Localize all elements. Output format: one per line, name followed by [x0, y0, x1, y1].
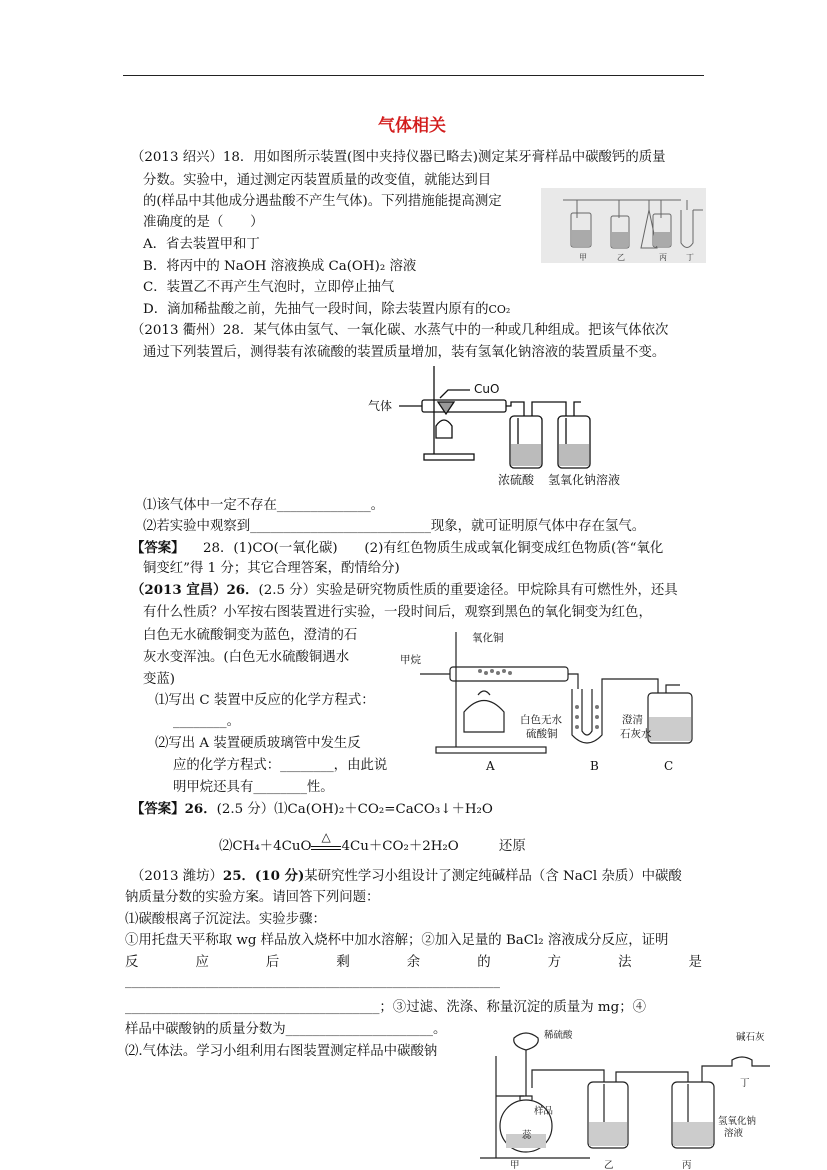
q4-figure-label-ding: 丁	[740, 1078, 750, 1089]
q4-line3: ⑴碳酸根离子沉淀法。实验步骤：	[125, 912, 326, 927]
q1-line2: 分数。实验中，通过测定丙装置质量的改变值，就能达到目	[143, 173, 492, 188]
q3-apparatus-drawing	[400, 627, 705, 775]
q3-line2: 有什么性质？小军按右图装置进行实验，一段时间后，观察到黑色的氧化铜变为红色，	[143, 605, 652, 620]
q3-figure-label-cuso4-1: 白色无水	[520, 714, 562, 726]
q4-line4: ①用托盘天平称取 wg 样品放入烧杯中加水溶解；②加入足量的 BaCl₂ 溶液成分反应，证明	[125, 933, 669, 948]
q1-figure-label-jia: 甲	[579, 253, 587, 262]
q2-apparatus-drawing	[366, 362, 636, 490]
q2-sub2: ⑵若实验中观察到___________________________现象，就可证明原气体中存在氢气。	[143, 519, 646, 534]
q1-line3: 的(样品中其他成分遇盐酸不产生气体)。下列措施能提高测定	[143, 194, 502, 209]
q4-apparatus-figure	[470, 1026, 780, 1170]
q3-figure-label-cuo: 氧化铜	[472, 632, 504, 644]
q2-answer-tag: 【答案】	[131, 540, 185, 556]
q3-line4: 灰水变浑浊。(白色无水硫酸铜遇水	[143, 650, 350, 665]
q3-line1-text: (2.5 分）实验是研究物质性质的重要途径。甲烷除具有可燃性外，还具	[258, 583, 678, 598]
q4-line5-word: 反	[125, 955, 139, 970]
q4-line5-word: 方	[547, 955, 562, 970]
q4-line1-text: 某研究性学习小组设计了测定纯碱样品（含 NaCl 杂质）中碳酸	[304, 869, 682, 884]
q4-figure-label-yi: 乙	[604, 1160, 614, 1170]
q4-tag-num: 25．(10 分)	[222, 868, 305, 884]
q2-figure-label-gas: 气体	[368, 399, 393, 413]
q3-answer-eq-arrow	[311, 830, 341, 850]
q4-apparatus-drawing	[470, 1026, 780, 1170]
q3-answer-eq-right: 4Cu＋CO₂＋2H₂O 还原	[341, 839, 526, 854]
q4-line5-word: 法	[618, 955, 632, 970]
q2-apparatus-figure	[366, 362, 636, 490]
q4-line7: ______________________________________；③过滤、洗涤、称量沉淀的质量为 mg；④	[125, 1000, 646, 1015]
q2-figure-label-h2so4: 浓硫酸	[498, 473, 535, 487]
q1-line1: （2013 绍兴）18．用如图所示装置(图中夹持仪器已略去)测定某牙膏样品中碳酸钙的质量	[131, 150, 666, 165]
q4-figure-label-jia: 甲	[510, 1160, 520, 1170]
q3-answer-text: (2.5 分）⑴Ca(OH)₂＋CO₂=CaCO₃↓＋H₂O	[216, 802, 493, 817]
q4-line5-word: 的	[477, 955, 491, 970]
q3-sub2a: ⑵写出 A 装置硬质玻璃管中发生反	[155, 736, 361, 751]
q3-line5: 变蓝)	[143, 672, 176, 687]
q3-line1	[131, 579, 678, 598]
q2-figure-label-cuo: CuO	[474, 382, 500, 396]
q3-answer-line2	[219, 830, 526, 854]
q4-figure-label-naoh-2: 溶液	[724, 1128, 744, 1139]
q3-sub1a: ⑴写出 C 装置中反应的化学方程式：	[155, 693, 375, 708]
q4-line5	[125, 951, 702, 970]
q4-line5-word: 余	[406, 955, 421, 970]
q3-sub1b: ________。	[173, 714, 240, 729]
q3-figure-label-cuso4-2: 硫酸铜	[526, 728, 558, 740]
q3-figure-label-lime-2: 石灰水	[620, 728, 652, 740]
q4-tag: （2013 潍坊）	[131, 869, 223, 884]
q3-answer-eq-left: ⑵CH₄＋4CuO	[219, 839, 312, 854]
q2-figure-label-naoh: 氢氧化钠溶液	[548, 473, 621, 487]
q3-figure-label-c: C	[664, 759, 674, 773]
q1-figure-label-yi: 乙	[617, 253, 625, 262]
q3-figure-label-a: A	[486, 759, 495, 773]
q2-answer-line2: 铜变红”得 1 分；其它合理答案，酌情给分)	[143, 561, 400, 576]
q4-figure-label-naoh-1: 氢氧化钠	[718, 1116, 757, 1127]
q1-option-d	[143, 298, 510, 317]
q4-line5-word: 应	[195, 955, 209, 970]
q1-apparatus-drawing	[541, 188, 706, 263]
q4-line6-blank: ________________________________________________________	[125, 974, 500, 989]
q1-option-d-text: D．滴加稀盐酸之前，先抽气一段时间，除去装置内原有的	[143, 302, 489, 317]
q1-line4: 准确度的是（ ）	[143, 215, 264, 230]
q3-tag: （2013 宜昌）26．	[131, 582, 259, 598]
q3-answer-line1	[131, 798, 493, 817]
q4-line8: 样品中碳酸钠的质量分数为______________________。	[125, 1022, 447, 1037]
q4-figure-label-bing: 丙	[682, 1160, 692, 1170]
q1-apparatus-figure	[541, 188, 706, 263]
q3-figure-label-methane: 甲烷	[400, 654, 421, 666]
header-rule	[123, 75, 704, 76]
q2-answer-line1: 28．(1)CO(一氧化碳) (2)有红色物质生成或氧化铜变成红色物质(答“氧化	[203, 541, 664, 556]
q3-figure-label-b: B	[590, 759, 599, 773]
q3-answer-num: 26．	[184, 801, 217, 817]
q4-line5-word: 是	[688, 955, 702, 970]
q3-answer-eq-condition: △	[321, 830, 331, 844]
q1-figure-label-ding: 丁	[686, 253, 694, 262]
q2-line1: （2013 衢州）28．某气体由氢气、一氧化碳、水蒸气中的一种或几种组成。把该气体依次	[131, 323, 669, 338]
q4-line1	[131, 865, 682, 884]
q3-line3: 白色无水硫酸铜变为蓝色，澄清的石	[143, 628, 358, 643]
q1-option-b: B．将丙中的 NaOH 溶液换成 Ca(OH)₂ 溶液	[143, 259, 417, 274]
page-title: 气体相关	[378, 116, 446, 136]
q4-line2: 钠质量分数的实验方案。请回答下列问题：	[125, 890, 380, 905]
q3-apparatus-figure	[400, 627, 705, 775]
q4-figure-label-lime: 碱石灰	[736, 1032, 765, 1043]
q2-line2: 通过下列装置后，测得装有浓硫酸的装置质量增加，装有氢氧化钠溶液的装置质量不变。	[143, 345, 666, 360]
q4-line9: ⑵.气体法。学习小组利用右图装置测定样品中碳酸钠	[125, 1044, 438, 1059]
q1-option-d-chem: CO₂	[488, 303, 511, 316]
q1-option-a: A．省去装置甲和丁	[143, 237, 260, 252]
q3-sub2c: 明甲烷还具有________性。	[173, 780, 334, 795]
q4-figure-label-flask: 蕊	[522, 1130, 532, 1141]
q4-figure-label-acid: 稀硫酸	[544, 1030, 573, 1041]
q4-line5-word: 后	[265, 955, 280, 970]
q1-figure-label-bing: 丙	[659, 253, 667, 262]
q1-option-c: C．装置乙不再产生气泡时，立即停止抽气	[143, 280, 395, 295]
q3-answer-tag: 【答案】	[131, 801, 185, 817]
q3-figure-label-lime-1: 澄清	[622, 714, 643, 726]
q3-sub2b: 应的化学方程式：________，由此说	[173, 758, 388, 773]
q4-figure-label-sample: 样品	[534, 1106, 554, 1117]
q4-line5-word: 剩	[336, 955, 350, 970]
q3-answer-eq-line	[311, 846, 341, 850]
q2-sub1: ⑴该气体中一定不存在______________。	[143, 498, 385, 513]
